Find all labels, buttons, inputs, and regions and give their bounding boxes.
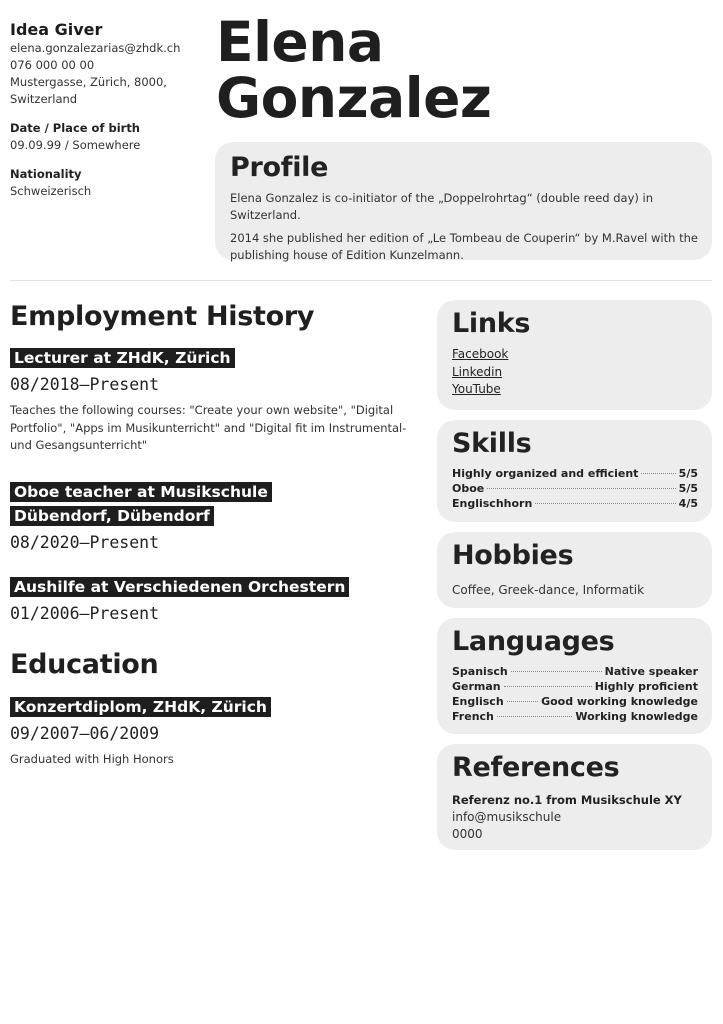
job-entry: [10, 346, 420, 455]
languages-card: [437, 618, 712, 734]
skills-heading: Skills: [452, 428, 532, 459]
nationality-value: Schweizerisch: [10, 184, 92, 198]
youtube-link[interactable]: YouTube: [452, 382, 501, 396]
skill-row: [452, 496, 698, 511]
full-name: [216, 10, 492, 130]
skill-name: Englischhorn: [452, 497, 533, 510]
language-row: [452, 694, 698, 709]
languages-heading: Languages: [452, 626, 615, 657]
job-title: Aushilfe at Verschiedenen Orchestern: [10, 577, 349, 597]
job-title: Oboe teacher at Musikschule Dübendorf, Dübendorf: [10, 482, 272, 526]
linkedin-link[interactable]: Linkedin: [452, 364, 503, 379]
facebook-link[interactable]: Facebook: [452, 347, 509, 361]
education-heading: Education: [10, 649, 159, 680]
nationality-label: Nationality: [10, 167, 82, 181]
language-row: [452, 664, 698, 679]
links-heading: Links: [452, 308, 531, 339]
profile-paragraph-1: Elena Gonzalez is co-initiator of the „Doppelrohrtag“ (double reed day) in Switzerland.: [230, 191, 654, 222]
first-name: Elena: [216, 10, 384, 74]
skill-level: 5/5: [678, 467, 698, 480]
address-line-2: Switzerland: [10, 92, 78, 106]
language-level: Native speaker: [604, 665, 698, 678]
birth-label: Date / Place of birth: [10, 121, 140, 135]
language-level: Working knowledge: [575, 710, 698, 723]
language-row: [452, 679, 698, 694]
language-name: Spanisch: [452, 665, 508, 678]
language-level: Good working knowledge: [541, 695, 698, 708]
job-dates: 01/2006—Present: [10, 604, 160, 623]
job-role: Idea Giver: [10, 20, 103, 39]
language-row: [452, 709, 698, 724]
job-title: Lecturer at ZHdK, Zürich: [10, 348, 235, 368]
birth-value: 09.09.99 / Somewhere: [10, 138, 141, 152]
education-entry: [10, 695, 420, 769]
job-dates: 08/2018—Present: [10, 375, 160, 394]
profile-paragraph-2: 2014 she published her edition of „Le Tombeau de Couperin“ by M.Ravel with the publishing house of Edition Kunzelmann.: [230, 231, 698, 262]
reference-phone: 0000: [452, 827, 483, 841]
employment-heading: Employment History: [10, 301, 315, 332]
divider: [10, 280, 712, 281]
hobbies-card: [437, 532, 712, 608]
skills-card: [437, 420, 712, 522]
language-name: Englisch: [452, 695, 504, 708]
references-heading: References: [452, 752, 620, 783]
skill-level: 4/5: [678, 497, 698, 510]
job-description: Teaches the following courses: "Create your own website", "Digital Portfolio", "Apps im Musikunterricht" and "Digital fit im Instrumental- und Gesangsunterricht": [10, 403, 407, 452]
skill-name: Oboe: [452, 482, 485, 495]
reference-name: Referenz no.1 from Musikschule XY: [452, 793, 682, 807]
phone-text: 076 000 00 00: [10, 58, 95, 72]
education-description: Graduated with High Honors: [10, 752, 174, 766]
last-name: Gonzalez: [216, 66, 492, 130]
skill-row: [452, 466, 698, 481]
reference-email: info@musikschule: [452, 810, 562, 824]
language-level: Highly proficient: [594, 680, 698, 693]
hobbies-text: Coffee, Greek-dance, Informatik: [452, 583, 645, 597]
job-dates: 08/2020—Present: [10, 533, 160, 552]
links-card: [437, 300, 712, 410]
language-name: German: [452, 680, 501, 693]
contact-block: [10, 20, 210, 200]
education-dates: 09/2007—06/2009: [10, 724, 160, 743]
profile-heading: Profile: [230, 152, 329, 183]
profile-card: [215, 142, 712, 260]
education-title: Konzertdiplom, ZHdK, Zürich: [10, 697, 271, 717]
skill-row: [452, 481, 698, 496]
language-name: French: [452, 710, 494, 723]
hobbies-heading: Hobbies: [452, 540, 574, 571]
skill-level: 5/5: [678, 482, 698, 495]
skill-name: Highly organized and efficient: [452, 467, 639, 480]
address-line-1: Mustergasse, Zürich, 8000,: [10, 75, 167, 89]
email-text: elena.gonzalezarias@zhdk.ch: [10, 41, 181, 55]
job-entry: [10, 480, 350, 555]
job-entry: [10, 575, 350, 626]
references-card: [437, 744, 712, 850]
